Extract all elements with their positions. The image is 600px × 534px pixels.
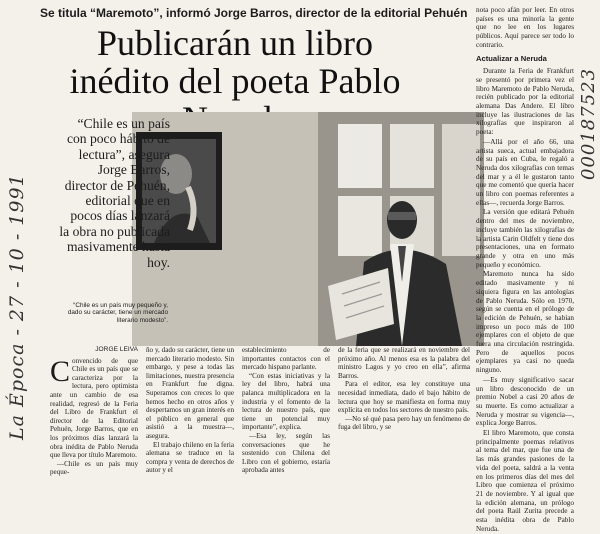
body-column-1 [50, 346, 138, 477]
body-text: onvencido de que Chile es un país que se caracteriza por la lectura, pero optimista ante un cambio de esa realidad, regresó de la Feria del Libro de Frankfurt el director de la Editorial Pehuén, Jorge Barros, que en los próximos días lanzará la obra inédita de Pablo Neruda que lleva por título Maremoto. [50, 356, 138, 460]
right-text-column [476, 6, 574, 534]
right-paragraph: El libro Maremoto, que consta principalmente poemas relativos al tema del mar, que fue una de las más grandes pasiones de la vida del poeta, saldrá a la venta en los primeros días del mes del Libro que comienza el próximo 21 de noviembre. Y al igual que la edición alemana, un prólogo del poeta Raúl Zurita precede a esta inédita obra de Pablo Neruda. [476, 429, 574, 533]
window-pane [338, 124, 382, 188]
body-paragraph: “Con estas iniciativas y la ley del libro, habrá una palanca multiplicadora en la industria y el fomento de la lectura de nuestro país, que tiene un potencial muy importante”, explica. [242, 371, 330, 432]
pull-quote: “Chile es un país con poco hábito de lectura”, asegura Jorge Barros, director de Pehuén, editorial que en pocos días lanzará la obra no publicada masivamente hasta hoy. [59, 116, 170, 270]
handwritten-archive-number-text: 000187523 [578, 67, 599, 180]
body-paragraph: de la feria que se realizará en noviembre del próximo año. Al menos esa es la palabra del ministro Lagos y yo creo en ella”, afirma Barros. [338, 346, 470, 380]
right-paragraph: —Es muy significativo sacar un libro desconocido de un premio Nobel a casi 20 años de su muerte. Es como actualizar a Neruda y mostrar su vigencia—, explica Jorge Barros. [476, 375, 574, 428]
byline: JORGE LEIVA [95, 346, 138, 353]
body-paragraph: Para el editor, esa ley constituye una necesidad inmediata, dado el bajo hábito de lectura que hoy se manifiesta en forma muy explícita en todos los sectores de nuestro país. [338, 380, 470, 415]
body-column-3 [242, 346, 330, 475]
right-paragraph: Durante la Feria de Frankfurt se presentó por primera vez el libro Maremoto de Pablo Neruda, recién publicado por la editorial alemana Das Andere. El libro incluye las ilustraciones de las xilografías que inspiraron al poeta: [476, 67, 574, 137]
body-paragraph: El trabajo chileno en la feria alemana se traduce en la compra y venta de derechos de autor y el [146, 440, 234, 475]
photo-illustration [132, 112, 484, 346]
body-paragraph: —No sé qué pasa pero hay un fenómeno de fuga del libro, y se [338, 414, 470, 432]
right-paragraph: La versión que editará Pehuén dentro del mes de noviembre, incluye también las xilografías de la artista Carin Oldfelt y tiene dos presentaciones, una en formato grande y otra en uno más pequeño y económico. [476, 208, 574, 269]
body-paragraph: establecimiento de importantes contactos con el mercado hispano parlante. [242, 346, 330, 372]
body-column-4 [338, 346, 470, 442]
right-paragraph: Maremoto nunca ha sido editado masivamente y ni siquiera figura en las antologías de Pablo Neruda. Sólo en 1970, según se cuenta en el prólogo de la edición de Pehuén, se habían impreso un poco más de 100 ejemplares con el objeto de que fuera una circulación restringida. Pero de aquellos pocos ejemplares ya casi no queda ninguno. [476, 270, 574, 375]
body-paragraph [50, 354, 138, 460]
right-paragraph: —Allá por el año 66, una artista sueca, actual embajadora de su país en Cuba, le regaló a Neruda dos xilografías con temas del mar y a él le gustaron tanto que me comentó que quería hacer un libro con poemas referentes a ellas—, recuerda Jorge Barros. [476, 137, 574, 207]
body-column-2 [146, 346, 234, 475]
handwritten-date-text: La Época - 27 - 10 - 1991 [6, 173, 28, 440]
body-paragraph: —Esa ley, según las conversaciones que he sostenido con Chilena del Libro con el gobierno, estaría aprobada antes [242, 431, 330, 475]
body-paragraph: —Chile es un país muy peque- [50, 459, 138, 477]
section-subhead: Actualizar a Neruda [476, 53, 547, 63]
article-kicker: Se titula “Maremoto”, informó Jorge Barros, director de la editorial Pehuén [40, 6, 468, 20]
drop-cap: C [50, 354, 71, 388]
article-headline: Publicarán un libro inédito del poeta Pablo [69, 23, 401, 101]
right-paragraph: nota poco afán por leer. En otros países es una minoría la gente que no lee en los lugares públicos. Aquí parece ser todo lo contrario. [476, 6, 574, 49]
body-paragraph: ño y, dado su carácter, tiene un mercado literario modesto. Sin embargo, y pese a todas las limitaciones, nuestra presencia en Frankfurt fue digna. Superamos con creces lo que hemos hecho en otros años y despertamos un gran interés en el público en general que asistió a la muestra—, asegura. [146, 346, 234, 440]
article-photo [132, 112, 484, 346]
handwritten-archive-number [578, 10, 598, 180]
body-columns [0, 346, 476, 477]
photo-caption: “Chile es un país muy pequeño y, dado su carácter, tiene un mercado literario modesto”. [67, 302, 168, 324]
